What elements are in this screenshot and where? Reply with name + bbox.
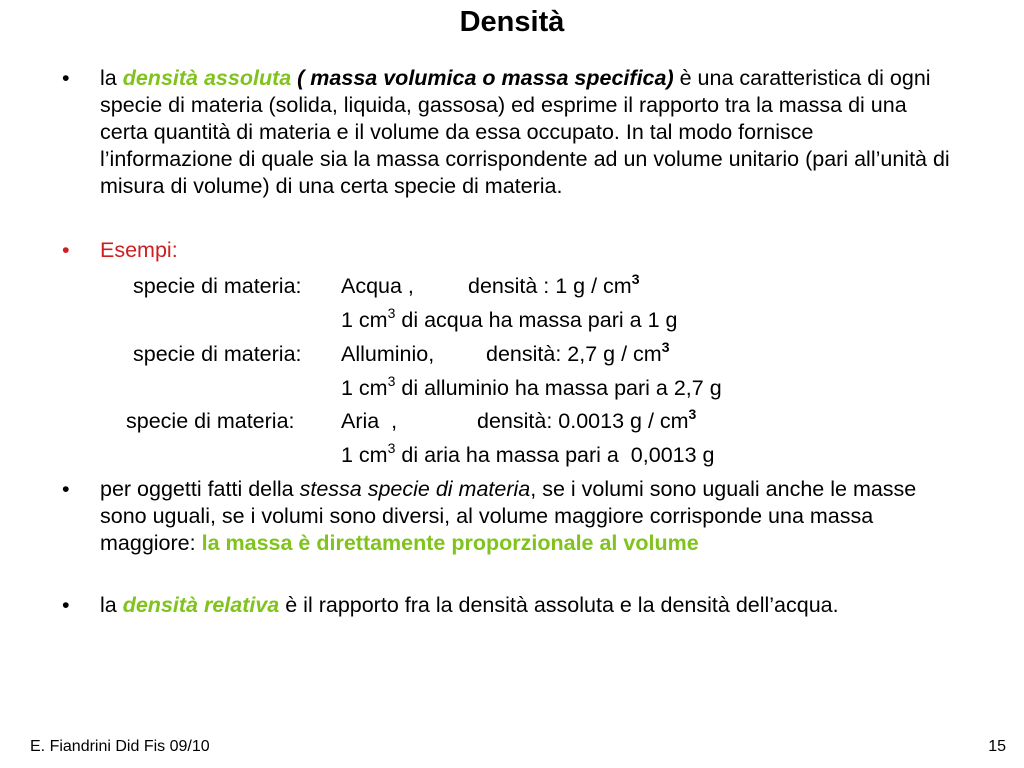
highlight-proporzionale: la massa è direttamente proporzionale al volume	[201, 531, 699, 555]
slide-title: Densità	[459, 6, 565, 38]
esempi-label: Esempi:	[100, 238, 178, 262]
text-pre: la	[100, 593, 123, 617]
term-densita-assoluta: densità assoluta	[122, 66, 292, 90]
exponent: 3	[661, 338, 670, 355]
definition-text: è il rapporto fra la densità assoluta e la densità dell’acqua.	[279, 593, 839, 617]
mass-statement: di aria ha massa pari a 0,0013 g	[395, 443, 715, 467]
material-name: Acqua ,	[341, 274, 414, 298]
definition-text: è una caratteristica di ogni specie di materia (solida, liquida, gassosa) ed esprime il rapporto tra la massa di una certa quantità di materia e il volume da essa occupato. In tal modo fornisce l’informazione di quale sia la massa corrispondente ad un volume unitario (pari all’unità di misura di volume) di una certa specie di materia.	[100, 66, 950, 198]
mass-statement: di acqua ha massa pari a 1 g	[395, 308, 678, 332]
example-alluminio-name	[341, 341, 434, 368]
volume-unit: 1 cm	[341, 376, 388, 400]
text-pre: la	[100, 66, 123, 90]
footer-author: E. Fiandrini Did Fis 09/10	[30, 738, 210, 755]
bullet-dot: •	[62, 477, 70, 501]
term-alternative-names: ( massa volumica o massa specifica)	[291, 66, 674, 90]
example-label: specie di materia:	[133, 342, 302, 366]
bullet-esempi	[62, 237, 950, 264]
text-mid: , se i volumi sono uguali anche le masse sono uguali, se i volumi sono diversi, al volume maggiore corrisponde una massa maggiore:	[100, 477, 917, 555]
page-number: 15	[988, 738, 1006, 755]
bullet-proporzionalita	[62, 476, 950, 557]
bullet-densita-assoluta	[62, 65, 950, 200]
density-value: densità : 1 g / cm	[468, 274, 632, 298]
bullet-densita-relativa	[62, 592, 950, 619]
exponent: 3	[688, 405, 697, 422]
exponent: 3	[387, 304, 396, 321]
density-value: densità: 2,7 g / cm	[486, 342, 662, 366]
bullet-dot: •	[62, 593, 70, 617]
mass-statement: di alluminio ha massa pari a 2,7 g	[395, 376, 722, 400]
exponent: 3	[387, 372, 396, 389]
example-label: specie di materia:	[133, 274, 302, 298]
term-densita-relativa: densità relativa	[122, 593, 280, 617]
volume-unit: 1 cm	[341, 308, 388, 332]
text-pre: per oggetti fatti della	[100, 477, 300, 501]
density-value: densità: 0.0013 g / cm	[477, 409, 689, 433]
example-label: specie di materia:	[126, 409, 295, 433]
example-aria-mass-line	[341, 439, 715, 469]
exponent: 3	[631, 270, 640, 287]
example-aria-name	[341, 408, 397, 435]
example-acqua-density	[468, 270, 640, 300]
example-acqua-mass-line	[341, 304, 678, 334]
example-acqua-row	[133, 273, 302, 300]
material-name: Aria ,	[341, 409, 398, 433]
example-alluminio-density	[486, 338, 670, 368]
material-name: Alluminio,	[341, 342, 435, 366]
bullet-dot: •	[62, 66, 70, 90]
example-alluminio-mass-line	[341, 372, 722, 402]
example-aria-density	[477, 405, 697, 435]
exponent: 3	[387, 439, 396, 456]
example-aria-row	[126, 408, 295, 435]
term-stessa-specie: stessa specie di materia	[299, 477, 531, 501]
example-acqua-name	[341, 273, 414, 300]
volume-unit: 1 cm	[341, 443, 388, 467]
bullet-dot: •	[62, 238, 70, 262]
example-alluminio-row	[133, 341, 302, 368]
